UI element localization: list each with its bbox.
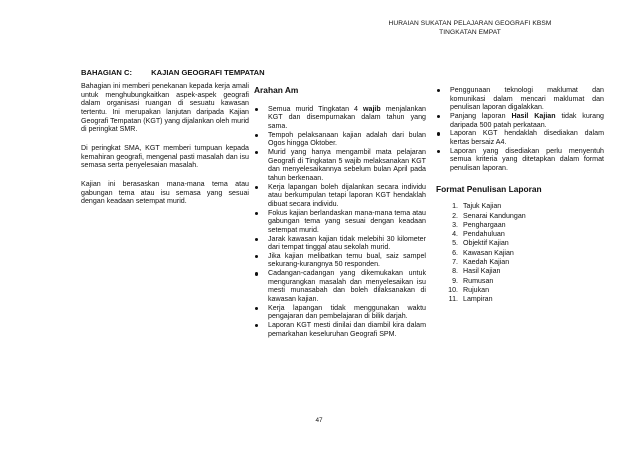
item-number: 4. bbox=[452, 230, 458, 239]
item-label: Senarai Kandungan bbox=[463, 211, 526, 220]
item-emphasis: Hasil Kajian bbox=[511, 111, 556, 120]
format-item bbox=[436, 212, 604, 221]
item-text: Penggunaan teknologi maklumat dan komunikasi dalam mencari maklumat dan penulisan laporan digalakkan. bbox=[450, 86, 604, 112]
list-item bbox=[436, 129, 604, 146]
format-item bbox=[436, 230, 604, 239]
format-heading: Format Penulisan Laporan bbox=[436, 183, 542, 194]
arahan-column bbox=[254, 86, 426, 338]
item-text: Murid yang hanya mengambil mata pelajaran Geografi di Tingkatan 5 wajib melaksanakan KGT dan menyelesaikannya sebelum bulan April pada tahun berkenaan. bbox=[268, 147, 426, 182]
section-code: BAHAGIAN C: bbox=[81, 68, 133, 77]
format-item bbox=[436, 258, 604, 267]
format-item bbox=[436, 295, 604, 304]
arahan-list bbox=[254, 105, 426, 339]
item-label: Objektif Kajian bbox=[463, 239, 509, 248]
arahan-heading: Arahan Am bbox=[254, 85, 299, 95]
item-text: Laporan yang disediakan perlu menyentuh semua kriteria yang ditetapkan dalam format penulisan laporan. bbox=[450, 146, 604, 172]
intro-column bbox=[81, 82, 249, 216]
item-text: Cadangan-cadangan yang dikemukakan untuk mengurangkan masalah dan menyelesaikan isu mesti munasabah dan boleh dilaksanakan di kawasan kajian. bbox=[268, 269, 426, 304]
list-item bbox=[254, 321, 426, 338]
list-item bbox=[254, 148, 426, 183]
format-list bbox=[436, 202, 604, 304]
item-label: Rujukan bbox=[463, 285, 490, 294]
format-item bbox=[436, 249, 604, 258]
list-item bbox=[254, 209, 426, 235]
list-item bbox=[254, 131, 426, 148]
item-number: 5. bbox=[452, 239, 458, 248]
item-label: Pendahuluan bbox=[463, 230, 505, 239]
item-label: Lampiran bbox=[463, 295, 493, 304]
page-header bbox=[330, 20, 610, 37]
intro-paragraph: Bahagian ini memberi penekanan kepada kerja amali untuk menghubungkaitkan aspek-aspek geografi dalam organisasi ruangan di sesuatu kawasan tertentu. Ini merupakan lanjutan daripada Kajian Geografi Tempatan (KGT) yang dijalankan oleh murid di peringkat SMR. bbox=[81, 82, 249, 134]
header-line-2: TINGKATAN EMPAT bbox=[439, 28, 501, 36]
page-number: 47 bbox=[315, 417, 323, 424]
item-text: Tempoh pelaksanaan kajian adalah dari bulan Ogos hingga Oktober. bbox=[268, 130, 426, 148]
intro-paragraph: Kajian ini berasaskan mana-mana tema atau gabungan tema atau isu semasa yang sesuai dengan keadaan setempat murid. bbox=[81, 179, 249, 206]
format-item bbox=[436, 286, 604, 295]
item-text: Laporan KGT mesti dinilai dan diambil kira dalam pemarkahan keseluruhan Geografi SPM. bbox=[268, 321, 426, 338]
item-label: Rumusan bbox=[463, 276, 494, 285]
item-number: 1. bbox=[452, 202, 458, 211]
laporan-column bbox=[436, 86, 604, 304]
format-item bbox=[436, 277, 604, 286]
item-label: Hasil Kajian bbox=[463, 267, 501, 276]
section-name: KAJIAN GEOGRAFI TEMPATAN bbox=[151, 68, 265, 77]
item-text: Panjang laporan bbox=[450, 111, 512, 120]
intro-paragraph: Di peringkat SMA, KGT memberi tumpuan kepada kemahiran geografi, mengenal pasti masalah dan isu semasa serta penyelesaian masalah. bbox=[81, 143, 249, 170]
item-text: Semua murid Tingkatan 4 bbox=[268, 104, 363, 113]
item-number: 3. bbox=[452, 220, 458, 229]
item-text: Jarak kawasan kajian tidak melebihi 30 kilometer dari tempat tinggal atau sekolah murid. bbox=[268, 234, 426, 252]
format-item bbox=[436, 221, 604, 230]
item-text-tail: tidak kurang daripada 500 patah perkataan. bbox=[450, 111, 605, 129]
item-label: Kawasan Kajian bbox=[463, 248, 514, 257]
item-label: Tajuk Kajian bbox=[463, 202, 502, 211]
list-item bbox=[254, 235, 426, 252]
list-item bbox=[254, 252, 426, 269]
format-item bbox=[436, 267, 604, 276]
item-number: 10. bbox=[448, 285, 458, 294]
item-text: Kerja lapangan boleh dijalankan secara individu atau berkumpulan tetapi laporan KGT hendaklah dibuat secara individu. bbox=[268, 182, 426, 208]
laporan-list bbox=[436, 86, 604, 173]
list-item bbox=[254, 304, 426, 321]
item-number: 6. bbox=[452, 248, 458, 257]
item-text: Jika kajian melibatkan temu bual, saiz sampel sekurang-kurangnya 50 responden. bbox=[268, 251, 426, 269]
item-text: Laporan KGT hendaklah disediakan dalam kertas bersaiz A4. bbox=[450, 129, 604, 146]
item-label: Kaedah Kajian bbox=[463, 258, 510, 266]
list-item bbox=[254, 269, 426, 304]
section-title bbox=[81, 68, 265, 77]
item-text: Kerja lapangan tidak menggunakan waktu pengajaran dan pembelajaran di bilik darjah. bbox=[268, 303, 426, 321]
item-emphasis: wajib bbox=[363, 104, 381, 113]
item-text-tail: menjalankan KGT dan disempurnakan dalam tahun yang sama. bbox=[268, 104, 426, 130]
list-item bbox=[436, 112, 604, 129]
list-item bbox=[436, 147, 604, 173]
item-number: 2. bbox=[452, 211, 458, 220]
item-number: 8. bbox=[452, 267, 458, 276]
header-line-1: HURAIAN SUKATAN PELAJARAN GEOGRAFI KBSM bbox=[388, 20, 552, 27]
item-label: Penghargaan bbox=[463, 220, 506, 229]
item-number: 11. bbox=[448, 295, 458, 304]
format-item bbox=[436, 202, 604, 211]
list-item bbox=[254, 105, 426, 131]
item-number: 9. bbox=[452, 276, 458, 285]
item-number: 7. bbox=[452, 258, 458, 266]
list-item bbox=[254, 183, 426, 209]
format-item bbox=[436, 239, 604, 248]
list-item bbox=[436, 86, 604, 112]
item-text: Fokus kajian berlandaskan mana-mana tema atau gabungan tema yang sesuai dengan keadaan setempat murid. bbox=[268, 208, 426, 234]
